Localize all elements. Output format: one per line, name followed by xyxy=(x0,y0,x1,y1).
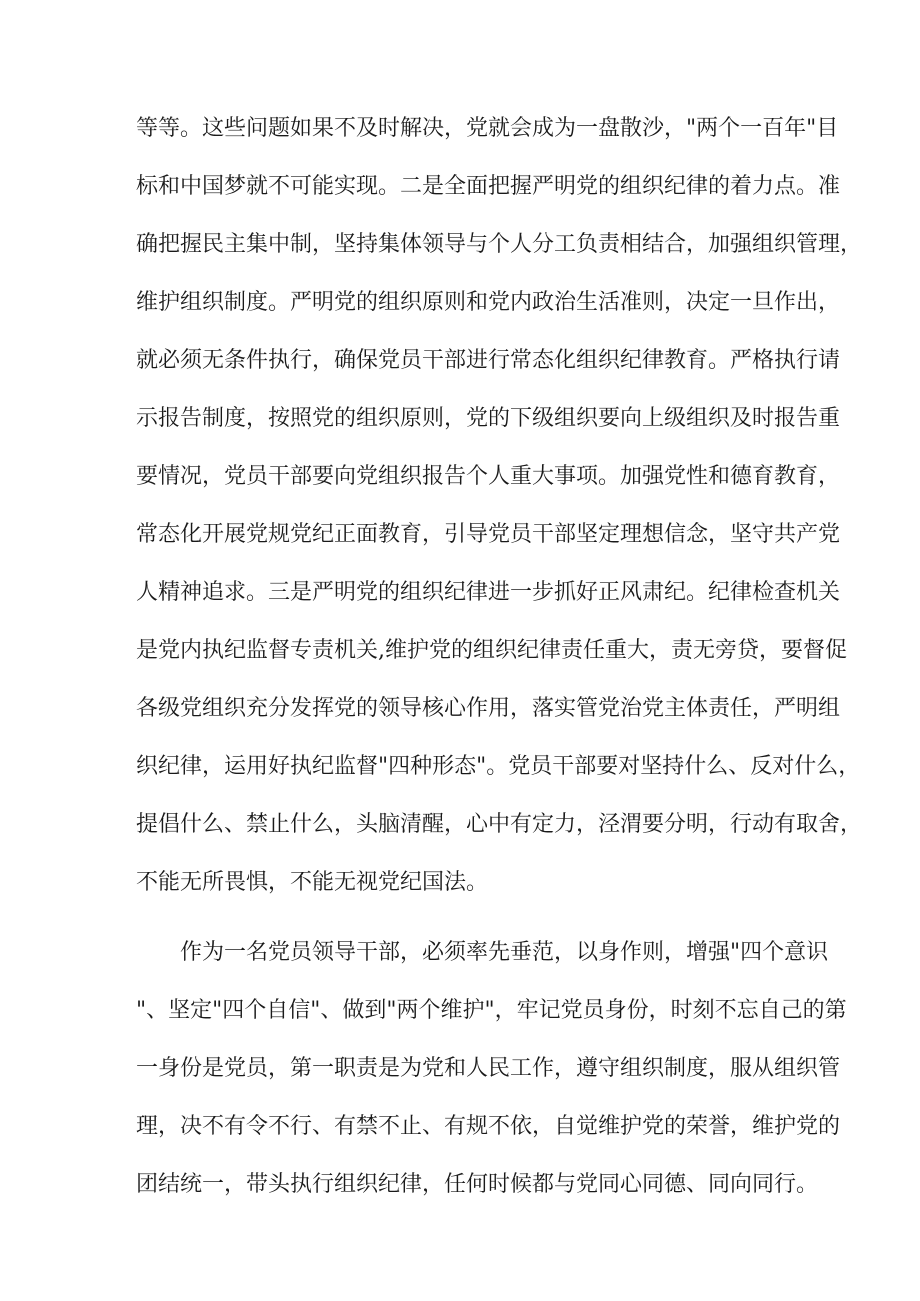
paragraph-line: 等等。这些问题如果不及时解决，党就会成为一盘散沙，"两个一百年"目 xyxy=(136,116,839,141)
paragraph-line: "、坚定"四个自信"、做到"两个维护"，牢记党员身份，时刻不忘自己的第 xyxy=(136,998,847,1023)
paragraph-line: 作为一名党员领导干部，必须率先垂范，以身作则，增强"四个意识 xyxy=(180,940,829,965)
paragraph-line: 团结统一，带头执行组织纪律，任何时候都与党同心同德、同向同行。 xyxy=(136,1172,819,1197)
paragraph-line: 要情况，党员干部要向党组织报告个人重大事项。加强党性和德育教育， xyxy=(136,464,841,489)
paragraph-line: 确把握民主集中制，坚持集体领导与个人分工负责相结合，加强组织管理， xyxy=(136,232,863,257)
paragraph-line: 理，决不有令不行、有禁不止、有规不依，自觉维护党的荣誉，维护党的 xyxy=(136,1114,841,1139)
paragraph-line: 就必须无条件执行，确保党员干部进行常态化组织纪律教育。严格执行请 xyxy=(136,348,841,373)
paragraph-line: 各级党组织充分发挥党的领导核心作用，落实管党治党主体责任，严明组 xyxy=(136,696,841,721)
paragraph-line: 人精神追求。三是严明党的组织纪律进一步抓好正风肃纪。纪律检查机关 xyxy=(136,580,841,605)
paragraph-line: 提倡什么、禁止什么，头脑清醒，心中有定力，泾渭要分明，行动有取舍， xyxy=(136,812,863,837)
paragraph-line: 不能无所畏惧，不能无视党纪国法。 xyxy=(136,870,489,895)
paragraph-line: 常态化开展党规党纪正面教育，引导党员干部坚定理想信念，坚守共产党 xyxy=(136,522,841,547)
paragraph-line: 维护组织制度。严明党的组织原则和党内政治生活准则，决定一旦作出， xyxy=(136,290,841,315)
paragraph-line: 织纪律，运用好执纪监督"四种形态"。党员干部要对坚持什么、反对什么， xyxy=(136,754,861,779)
paragraph-line: 一身份是党员，第一职责是为党和人民工作，遵守组织制度，服从组织管 xyxy=(136,1056,841,1081)
paragraph-line: 是党内执纪监督专责机关,维护党的组织纪律责任重大，责无旁贷，要督促 xyxy=(136,638,847,663)
paragraph-line: 示报告制度，按照党的组织原则，党的下级组织要向上级组织及时报告重 xyxy=(136,406,841,431)
paragraph-line: 标和中国梦就不可能实现。二是全面把握严明党的组织纪律的着力点。准 xyxy=(136,174,841,199)
